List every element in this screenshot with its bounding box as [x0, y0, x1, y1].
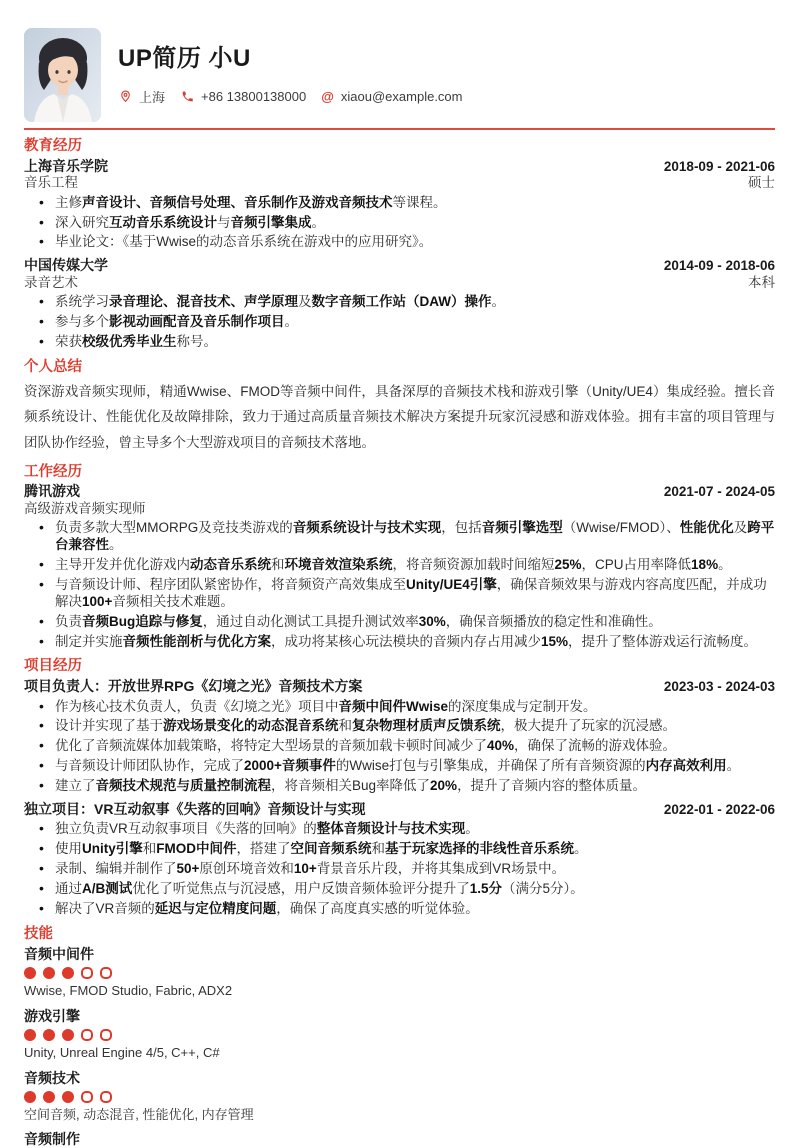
- candidate-name: UP简历 小U: [118, 45, 251, 72]
- skill-dot: [100, 967, 112, 979]
- skill-dot: [43, 967, 55, 979]
- bullet-item: • 与音频设计师、程序团队紧密协作，将音频资产高效集成至Unity/UE4引擎，确保音频效果与游戏内容高度匹配，并成功解决100+音频相关技术难题。: [55, 577, 775, 611]
- project-name: 独立项目：VR互动叙事《失落的回响》音频设计与实现: [24, 800, 366, 817]
- bullet-item: • 优化了音频流媒体加载策略，将特定大型场景的音频加载卡顿时间减少了40%，确保了流畅的游戏体验。: [55, 738, 775, 755]
- contact-email: xiaou@example.com: [340, 89, 463, 104]
- bullet-item: • 作为核心技术负责人，负责《幻境之光》项目中音频中间件Wwise的深度集成与定制开发。: [55, 699, 775, 716]
- summary-text: 资深游戏音频实现师，精通Wwise、FMOD等音频中间件，具备深厚的音频技术栈和游戏引擎（Unity/UE4）集成经验。擅长音频系统设计、性能优化及故障排除，致力于通过高质量音频技术解决方案提升玩家沉浸感和游戏体验。拥有丰富的项目管理与团队协作经验，曾主导多个大型游戏项目的音频技术落地。: [24, 383, 775, 450]
- work-bullets: [24, 520, 775, 650]
- section-projects: [24, 658, 775, 917]
- degree-label: 本科: [748, 274, 775, 290]
- bullet-item: • 通过A/B测试优化了听觉焦点与沉浸感，用户反馈音频体验评分提升了1.5分（满分5分）。: [55, 881, 775, 898]
- major-name: 录音艺术: [24, 274, 78, 290]
- skill-dot: [24, 1029, 36, 1041]
- education-date: 2018-09 - 2021-06: [663, 158, 775, 174]
- bullet-item: • 深入研究互动音乐系统设计与音频引擎集成。: [55, 215, 775, 232]
- bullet-item: • 荣获校级优秀毕业生称号。: [55, 334, 775, 351]
- skill-dot: [100, 1091, 112, 1103]
- resume-header: [24, 28, 775, 122]
- skill-level-dots: [24, 967, 775, 979]
- skill-detail: 空间音频, 动态混音, 性能优化, 内存管理: [24, 1106, 254, 1122]
- at-sign-icon: @: [321, 89, 334, 104]
- skill-group: [24, 1131, 775, 1147]
- header-divider: [24, 128, 775, 130]
- section-education: [24, 138, 775, 351]
- skill-name: 音频中间件: [24, 945, 94, 962]
- skill-dot: [24, 1091, 36, 1103]
- section-skills: [24, 926, 775, 1148]
- education-entry: [24, 257, 775, 351]
- school-name: 上海音乐学院: [24, 157, 108, 174]
- skill-dot: [81, 1091, 93, 1103]
- bullet-item: • 建立了音频技术规范与质量控制流程，将音频相关Bug率降低了20%，提升了音频内容的整体质量。: [55, 778, 775, 795]
- contact-location: 上海: [139, 90, 166, 105]
- project-date: 2023-03 - 2024-03: [663, 679, 775, 695]
- bullet-item: • 主修声音设计、音频信号处理、音乐制作及游戏音频技术等课程。: [55, 195, 775, 212]
- education-date: 2014-09 - 2018-06: [663, 258, 775, 274]
- bullet-item: • 负责多款大型MMORPG及竞技类游戏的音频系统设计与技术实现，包括音频引擎选型（Wwise/FMOD）、性能优化及跨平台兼容性。: [55, 520, 775, 554]
- skill-dot: [81, 1029, 93, 1041]
- bullet-item: • 参与多个影视动画配音及音乐制作项目。: [55, 314, 775, 331]
- skill-level-dots: [24, 1091, 775, 1103]
- bullet-item: • 设计并实现了基于游戏场景变化的动态混音系统和复杂物理材质声反馈系统，极大提升了玩家的沉浸感。: [55, 718, 775, 735]
- contact-phone: +86 13800138000: [201, 89, 307, 104]
- section-title-projects: 项目经历: [24, 658, 82, 675]
- bullet-item: • 录制、编辑并制作了50+原创环境音效和10+背景音乐片段，并将其集成到VR场景中。: [55, 861, 775, 878]
- location-pin-icon: [118, 90, 132, 104]
- skill-level-dots: [24, 1029, 775, 1041]
- skill-dot: [62, 1029, 74, 1041]
- skill-detail: Wwise, FMOD Studio, Fabric, ADX2: [24, 982, 233, 998]
- skill-dot: [62, 1091, 74, 1103]
- bullet-item: • 制定并实施音频性能剖析与优化方案，成功将某核心玩法模块的音频内存占用减少15%，提升了整体游戏运行流畅度。: [55, 634, 775, 651]
- profile-photo-illustration: [24, 28, 101, 122]
- bullet-item: • 使用Unity引擎和FMOD中间件，搭建了空间音频系统和基于玩家选择的非线性音乐系统。: [55, 841, 775, 858]
- skill-group: [24, 1070, 775, 1124]
- degree-label: 硕士: [748, 175, 775, 191]
- bullet-item: • 解决了VR音频的延迟与定位精度问题，确保了高度真实感的听觉体验。: [55, 901, 775, 918]
- work-entry: [24, 483, 775, 650]
- bullet-item: • 主导开发并优化游戏内动态音乐系统和环境音效渲染系统，将音频资源加载时间缩短25%，CPU占用率降低18%。: [55, 557, 775, 574]
- bullet-item: • 独立负责VR互动叙事项目《失落的回响》的整体音频设计与技术实现。: [55, 821, 775, 838]
- work-date: 2021-07 - 2024-05: [663, 484, 775, 500]
- skill-group: [24, 1008, 775, 1062]
- section-title-skills: 技能: [24, 925, 53, 942]
- bullet-item: • 与音频设计师团队协作，完成了2000+音频事件的Wwise打包与引擎集成，并确保了所有音频资源的内存高效利用。: [55, 758, 775, 775]
- major-name: 音乐工程: [24, 175, 78, 191]
- skill-dot: [100, 1029, 112, 1041]
- project-entry: [24, 801, 775, 918]
- skill-name: 音频制作: [24, 1131, 80, 1148]
- skill-detail: Unity, Unreal Engine 4/5, C++, C#: [24, 1044, 220, 1060]
- company-name: 腾讯游戏: [24, 483, 80, 500]
- education-bullets: [24, 294, 775, 351]
- bullet-item: • 毕业论文：《基于Wwise的动态音乐系统在游戏中的应用研究》。: [55, 234, 775, 251]
- project-entry: [24, 678, 775, 795]
- profile-photo: [24, 28, 101, 122]
- phone-icon: [180, 90, 194, 104]
- section-title-summary: 个人总结: [24, 358, 82, 375]
- bullet-item: • 负责音频Bug追踪与修复，通过自动化测试工具提升测试效率30%，确保音频播放的稳定性和准确性。: [55, 614, 775, 631]
- skill-name: 音频技术: [24, 1069, 80, 1086]
- header-text: [118, 28, 471, 106]
- contact-row: [118, 87, 471, 106]
- education-entry: [24, 158, 775, 252]
- job-title: 高级游戏音频实现师: [24, 500, 146, 516]
- school-name: 中国传媒大学: [24, 257, 108, 274]
- education-bullets: [24, 195, 775, 252]
- project-date: 2022-01 - 2022-06: [663, 801, 775, 817]
- project-bullets: [24, 699, 775, 795]
- skill-dot: [24, 967, 36, 979]
- skill-dot: [43, 1091, 55, 1103]
- skill-group: [24, 946, 775, 1000]
- section-title-education: 教育经历: [24, 138, 82, 154]
- bullet-item: • 系统学习录音理论、混音技术、声学原理及数字音频工作站（DAW）操作。: [55, 294, 775, 311]
- section-title-work: 工作经历: [24, 463, 82, 480]
- project-bullets: [24, 821, 775, 917]
- skill-name: 游戏引擎: [24, 1007, 80, 1024]
- section-summary: [24, 359, 775, 456]
- project-name: 项目负责人：开放世界RPG《幻境之光》音频技术方案: [24, 678, 363, 695]
- skill-dot: [62, 967, 74, 979]
- section-work: [24, 464, 775, 651]
- skill-dot: [81, 967, 93, 979]
- skill-dot: [43, 1029, 55, 1041]
